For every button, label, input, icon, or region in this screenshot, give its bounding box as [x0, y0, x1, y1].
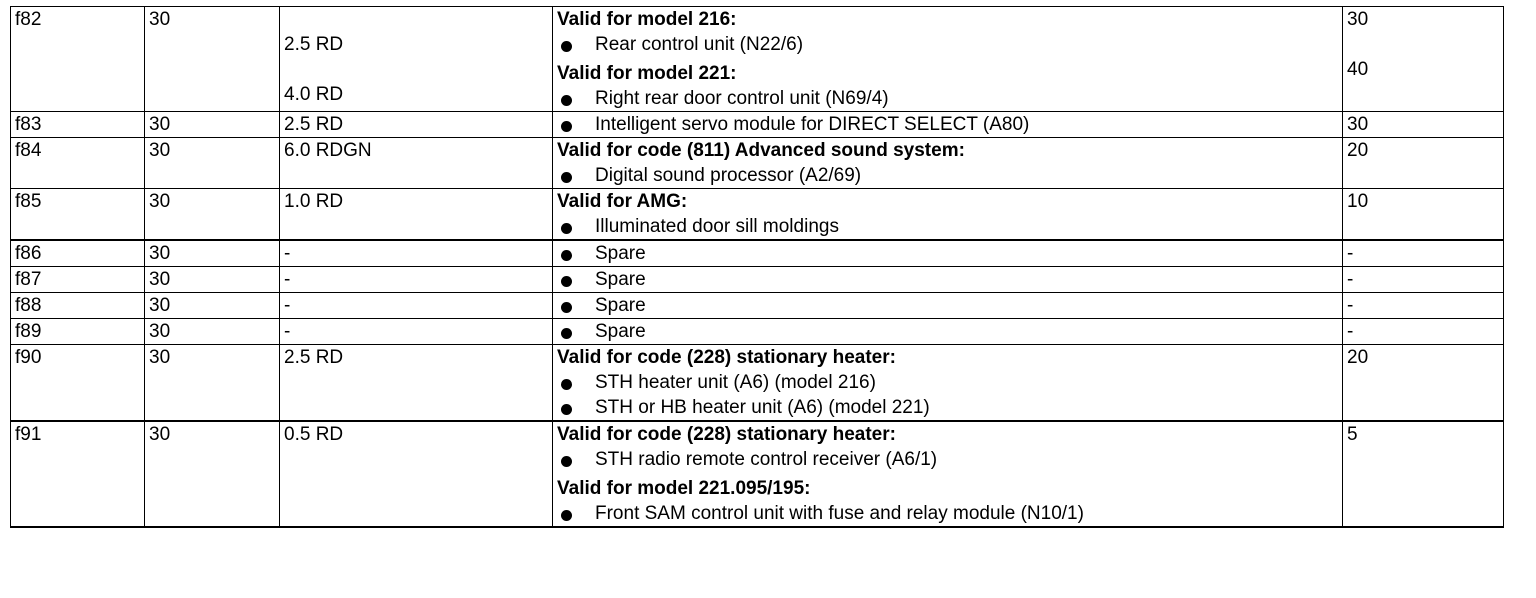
wire-cell: [280, 421, 553, 527]
amperage-cell: [1343, 319, 1504, 345]
validity-heading: Valid for model 216:: [557, 9, 737, 30]
consumer-cell: [553, 189, 1343, 241]
wire-cell: [280, 267, 553, 293]
fuse-number-cell: [11, 267, 145, 293]
wire-value: 2.5 RD: [284, 34, 344, 55]
amperage-value: [1347, 32, 1503, 57]
fuse-number: f83: [15, 114, 42, 135]
consumer-item: STH or HB heater unit (A6) (model 221): [557, 395, 1342, 420]
terminal-cell: [145, 7, 280, 112]
terminal-value: 30: [149, 424, 171, 445]
wire-value: 4.0 RD: [284, 84, 344, 105]
table-row: [11, 7, 1504, 112]
consumer-item: STH radio remote control receiver (A6/1): [557, 447, 1342, 472]
terminal-cell: [145, 240, 280, 267]
wire-value: -: [284, 321, 291, 342]
wire-value: 6.0 RDGN: [284, 140, 372, 161]
amperage-cell: [1343, 267, 1504, 293]
fuse-number-cell: [11, 293, 145, 319]
terminal-value: 30: [149, 243, 171, 264]
terminal-value: 30: [149, 321, 171, 342]
table-row: [11, 112, 1504, 138]
consumer-item: Rear control unit (N22/6): [557, 32, 1342, 57]
table-row: [11, 189, 1504, 241]
terminal-value: 30: [149, 191, 171, 212]
amperage-value: 10: [1347, 191, 1369, 212]
fuse-table: [10, 6, 1504, 528]
fuse-number-cell: [11, 7, 145, 112]
validity-heading: Valid for code (228) stationary heater:: [557, 347, 896, 368]
table-row: [11, 138, 1504, 189]
validity-heading: Valid for model 221.095/195:: [557, 478, 811, 499]
wire-value: -: [284, 269, 291, 290]
terminal-cell: [145, 421, 280, 527]
fuse-number: f82: [15, 9, 42, 30]
wire-cell: [280, 240, 553, 267]
fuse-number: f84: [15, 140, 42, 161]
wire-value: -: [284, 295, 291, 316]
terminal-value: 30: [149, 347, 171, 368]
fuse-number-cell: [11, 345, 145, 422]
validity-heading: Valid for code (228) stationary heater:: [557, 424, 896, 445]
consumer-item: Right rear door control unit (N69/4): [557, 86, 1342, 111]
amperage-value: -: [1347, 269, 1354, 290]
consumer-item: Spare: [557, 241, 1342, 266]
consumer-item: Spare: [557, 319, 1342, 344]
wire-cell: [280, 345, 553, 422]
amperage-cell: [1343, 189, 1504, 241]
terminal-cell: [145, 345, 280, 422]
terminal-value: 30: [149, 295, 171, 316]
wire-value: 2.5 RD: [284, 347, 344, 368]
consumer-cell: [553, 240, 1343, 267]
amperage-cell: [1343, 112, 1504, 138]
consumer-cell: [553, 7, 1343, 112]
wire-value: 2.5 RD: [284, 114, 344, 135]
fuse-number: f89: [15, 321, 42, 342]
validity-heading: Valid for AMG:: [557, 191, 688, 212]
consumer-item: Spare: [557, 293, 1342, 318]
fuse-number-cell: [11, 421, 145, 527]
terminal-cell: [145, 293, 280, 319]
amperage-cell: [1343, 345, 1504, 422]
consumer-item: STH heater unit (A6) (model 216): [557, 370, 1342, 395]
wire-value: [284, 57, 552, 82]
consumer-cell: [553, 421, 1343, 527]
terminal-value: 30: [149, 140, 171, 161]
table-row: [11, 345, 1504, 422]
fuse-number: f85: [15, 191, 42, 212]
amperage-value: -: [1347, 295, 1354, 316]
wire-cell: [280, 138, 553, 189]
consumer-cell: [553, 293, 1343, 319]
table-row: [11, 421, 1504, 527]
wire-cell: [280, 7, 553, 112]
amperage-cell: [1343, 240, 1504, 267]
consumer-cell: [553, 267, 1343, 293]
wire-value: [284, 7, 552, 32]
fuse-number-cell: [11, 319, 145, 345]
consumer-cell: [553, 345, 1343, 422]
consumer-cell: [553, 112, 1343, 138]
fuse-number: f87: [15, 269, 42, 290]
consumer-item: Front SAM control unit with fuse and relay module (N10/1): [557, 501, 1342, 526]
fuse-table-body: [11, 7, 1504, 528]
amperage-value: 20: [1347, 347, 1369, 368]
amperage-cell: [1343, 138, 1504, 189]
amperage-cell: [1343, 293, 1504, 319]
consumer-cell: [553, 138, 1343, 189]
consumer-item: Spare: [557, 267, 1342, 292]
wire-cell: [280, 112, 553, 138]
wire-value: -: [284, 243, 291, 264]
consumer-item: Digital sound processor (A2/69): [557, 163, 1342, 188]
amperage-value: -: [1347, 321, 1354, 342]
amperage-value: 30: [1347, 114, 1369, 135]
fuse-number-cell: [11, 240, 145, 267]
wire-value: 1.0 RD: [284, 191, 344, 212]
amperage-value: 30: [1347, 9, 1369, 30]
amperage-value: 20: [1347, 140, 1369, 161]
consumer-cell: [553, 319, 1343, 345]
terminal-value: 30: [149, 269, 171, 290]
amperage-cell: [1343, 421, 1504, 527]
wire-cell: [280, 189, 553, 241]
fuse-number: f86: [15, 243, 42, 264]
consumer-item: Illuminated door sill moldings: [557, 214, 1342, 239]
wire-value: 0.5 RD: [284, 424, 344, 445]
terminal-cell: [145, 112, 280, 138]
table-row: [11, 319, 1504, 345]
fuse-number: f90: [15, 347, 42, 368]
fuse-number-cell: [11, 112, 145, 138]
terminal-value: 30: [149, 9, 171, 30]
validity-heading: Valid for model 221:: [557, 63, 737, 84]
validity-heading: Valid for code (811) Advanced sound system:: [557, 140, 965, 161]
fuse-number: f91: [15, 424, 42, 445]
amperage-value: 5: [1347, 424, 1358, 445]
consumer-item: Intelligent servo module for DIRECT SELECT (A80): [557, 112, 1342, 137]
terminal-cell: [145, 267, 280, 293]
fuse-number-cell: [11, 138, 145, 189]
table-row: [11, 267, 1504, 293]
amperage-value: 40: [1347, 59, 1369, 80]
wire-cell: [280, 293, 553, 319]
amperage-value: -: [1347, 243, 1354, 264]
terminal-cell: [145, 319, 280, 345]
terminal-cell: [145, 189, 280, 241]
fuse-number-cell: [11, 189, 145, 241]
amperage-cell: [1343, 7, 1504, 112]
terminal-cell: [145, 138, 280, 189]
table-row: [11, 240, 1504, 267]
table-row: [11, 293, 1504, 319]
wire-cell: [280, 319, 553, 345]
terminal-value: 30: [149, 114, 171, 135]
fuse-number: f88: [15, 295, 42, 316]
